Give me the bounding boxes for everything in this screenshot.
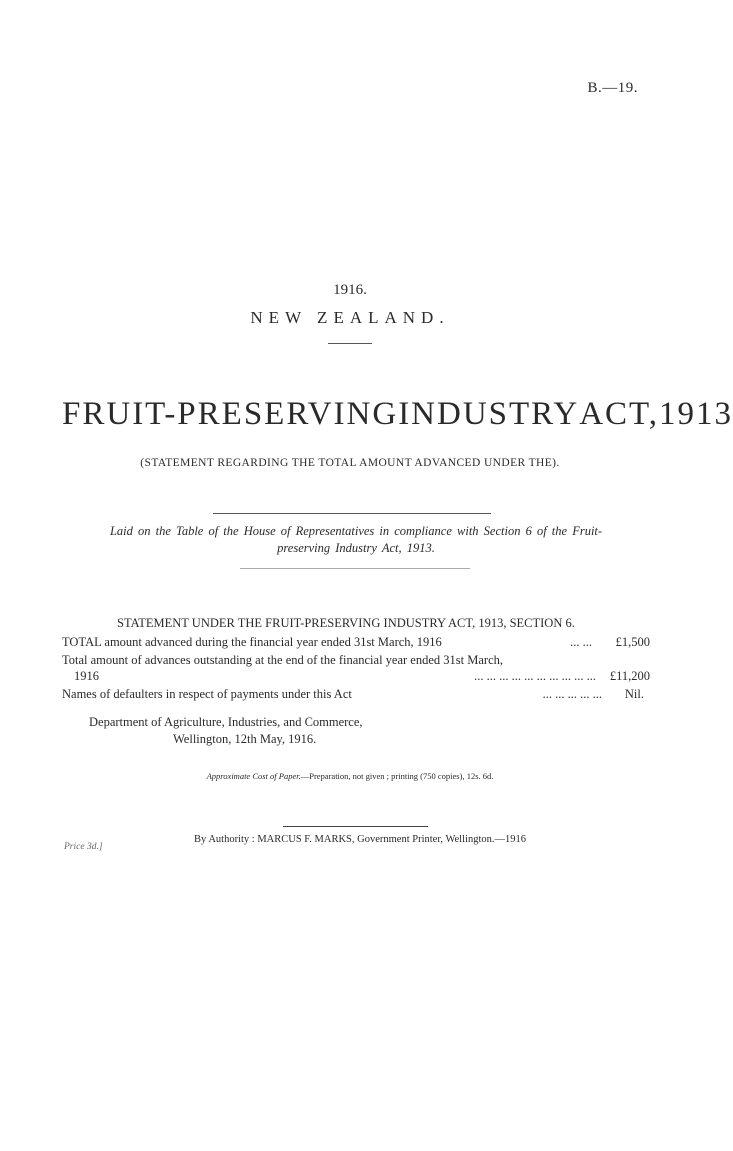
row-value: Nil. [621,686,650,703]
statement-row [62,652,650,669]
laid-line: preserving Industry Act, 1913. [277,541,435,555]
row-label-continuation: 1916 [74,669,99,683]
printer-authority: By Authority : MARCUS F. MARKS, Government Printer, Wellington.—1916 [194,834,526,845]
title-word: ACT, [579,396,660,432]
laid-on-table-notice [62,523,650,557]
department-date-line: Wellington, 12th May, 1916. [173,732,317,746]
document-subtitle: (STATEMENT REGARDING THE TOTAL AMOUNT ADVANCED UNDER THE). [140,457,560,469]
divider [328,343,372,344]
divider [240,568,470,569]
row-leaders: ... ... ... ... ... [542,687,602,701]
cost-text: —Preparation, not given ; printing (750 copies), 12s. 6d. [300,771,494,781]
cost-note [0,771,700,781]
year-heading: 1916. [333,282,367,298]
row-value: £11,200 [606,668,650,685]
document-reference: B.—19. [587,80,638,96]
row-label: Names of defaulters in respect of payments under this Act [62,687,352,701]
document-title [62,396,733,433]
title-word: FRUIT-PRESERVING [62,396,399,432]
statement-row [62,634,650,651]
department-line: Department of Agriculture, Industries, and Commerce, [89,715,363,729]
row-leaders: ... ... ... ... ... ... ... ... ... ... [474,669,596,683]
row-label: TOTAL amount advanced during the financial year ended 31st March, 1916 [62,635,442,649]
title-word: 1913 [659,396,733,432]
divider [213,513,491,514]
statement-row-continuation [62,668,650,685]
row-label: Total amount of advances outstanding at the end of the financial year ended 31st March, [62,653,503,667]
country-heading: NEW ZEALAND. [250,308,450,327]
statement-heading: STATEMENT UNDER THE FRUIT-PRESERVING INDUSTRY ACT, 1913, SECTION 6. [117,616,575,630]
row-value: £1,500 [612,634,650,651]
divider [283,826,428,827]
laid-line: Laid on the Table of the House of Representatives in compliance with Section 6 of the Fruit- [109,524,603,538]
title-word: INDUSTRY [398,396,580,432]
price-note: Price 3d.] [64,842,103,852]
statement-row [62,686,650,703]
cost-label: Approximate Cost of Paper. [206,771,301,781]
row-leaders: ... ... [570,635,592,649]
